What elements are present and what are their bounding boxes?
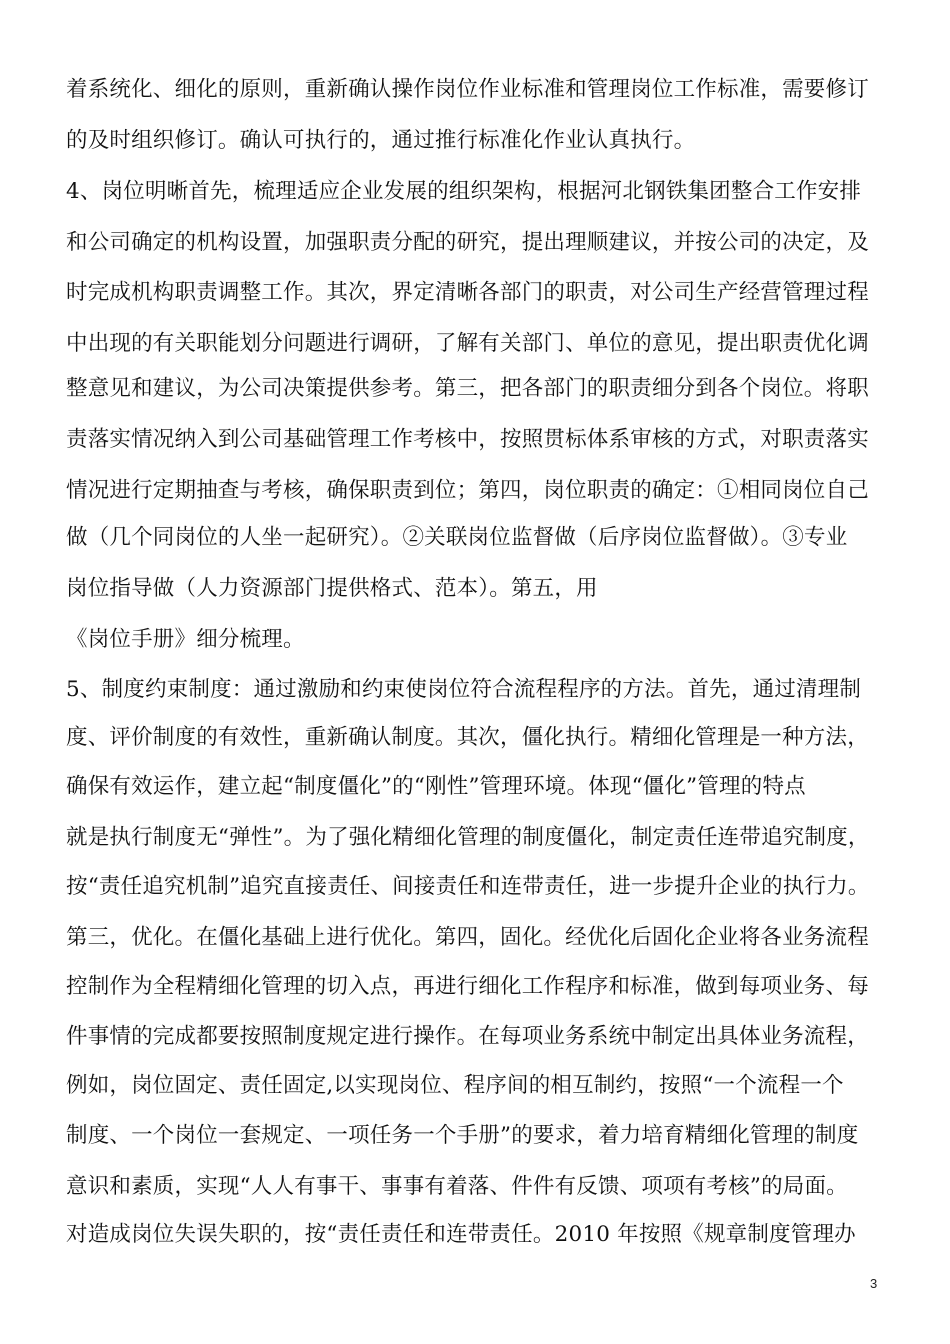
text-line: 度、评价制度的有效性，重新确认制度。其次，僵化执行。精细化管理是一种方法， (66, 725, 869, 750)
text-line: 件事情的完成都要按照制度规定进行操作。在每项业务系统中制定出具体业务流程， (66, 1024, 869, 1049)
page-number: 3 (870, 1276, 878, 1291)
text-line: 制度、一个岗位一套规定、一项任务一个手册”的要求，着力培育精细化管理的制度 (66, 1123, 859, 1148)
text-line: 着系统化、细化的原则，重新确认操作岗位作业标准和管理岗位工作标准，需要修订 (66, 77, 869, 102)
text-line: 的及时组织修订。确认可执行的，通过推行标准化作业认真执行。 (66, 128, 696, 153)
text-line: 就是执行制度无“弹性”。为了强化精细化管理的制度僵化，制定责任连带追究制度， (66, 825, 870, 850)
text-line: 对造成岗位失误失职的，按“责任责任和连带责任。2010 年按照《规章制度管理办 (66, 1222, 856, 1247)
text-line: 做（几个同岗位的人坐一起研究）。②关联岗位监督做（后序岗位监督做）。③专业 (66, 525, 848, 550)
text-line: 意识和素质，实现“人人有事干、事事有着落、件件有反馈、项项有考核”的局面。 (66, 1174, 848, 1199)
text-line: 4、岗位明晰首先，梳理适应企业发展的组织架构，根据河北钢铁集团整合工作安排 (66, 179, 862, 204)
text-line: 例如，岗位固定、责任固定,以实现岗位、程序间的相互制约，按照“一个流程一个 (66, 1073, 844, 1098)
text-line: 岗位指导做（人力资源部门提供格式、范本）。第五，用 (66, 576, 598, 601)
text-line: 按“责任追究机制”追究直接责任、间接责任和连带责任，进一步提升企业的执行力。 (66, 874, 870, 899)
text-line: 情况进行定期抽查与考核，确保职责到位；第四，岗位职责的确定：①相同岗位自己 (66, 478, 869, 503)
text-line: 第三，优化。在僵化基础上进行优化。第四，固化。经优化后固化企业将各业务流程 (66, 925, 869, 950)
text-line: 和公司确定的机构设置，加强职责分配的研究，提出理顺建议，并按公司的决定，及 (66, 230, 869, 255)
text-line: 责落实情况纳入到公司基础管理工作考核中，按照贯标体系审核的方式，对职责落实 (66, 427, 869, 452)
text-line: 控制作为全程精细化管理的切入点，再进行细化工作程序和标准，做到每项业务、每 (66, 974, 869, 999)
text-line: 整意见和建议，为公司决策提供参考。第三，把各部门的职责细分到各个岗位。将职 (66, 376, 869, 401)
text-line: 《岗位手册》细分梳理。 (66, 627, 305, 652)
text-line: 时完成机构职责调整工作。其次，界定清晰各部门的职责，对公司生产经营管理过程 (66, 280, 869, 305)
text-line: 中出现的有关职能划分问题进行调研，了解有关部门、单位的意见，提出职责优化调 (66, 331, 869, 356)
text-line: 确保有效运作，建立起“制度僵化”的“刚性”管理环境。体现“僵化”管理的特点 (66, 774, 806, 799)
text-line: 5、制度约束制度：通过激励和约束使岗位符合流程程序的方法。首先，通过清理制 (66, 677, 862, 702)
